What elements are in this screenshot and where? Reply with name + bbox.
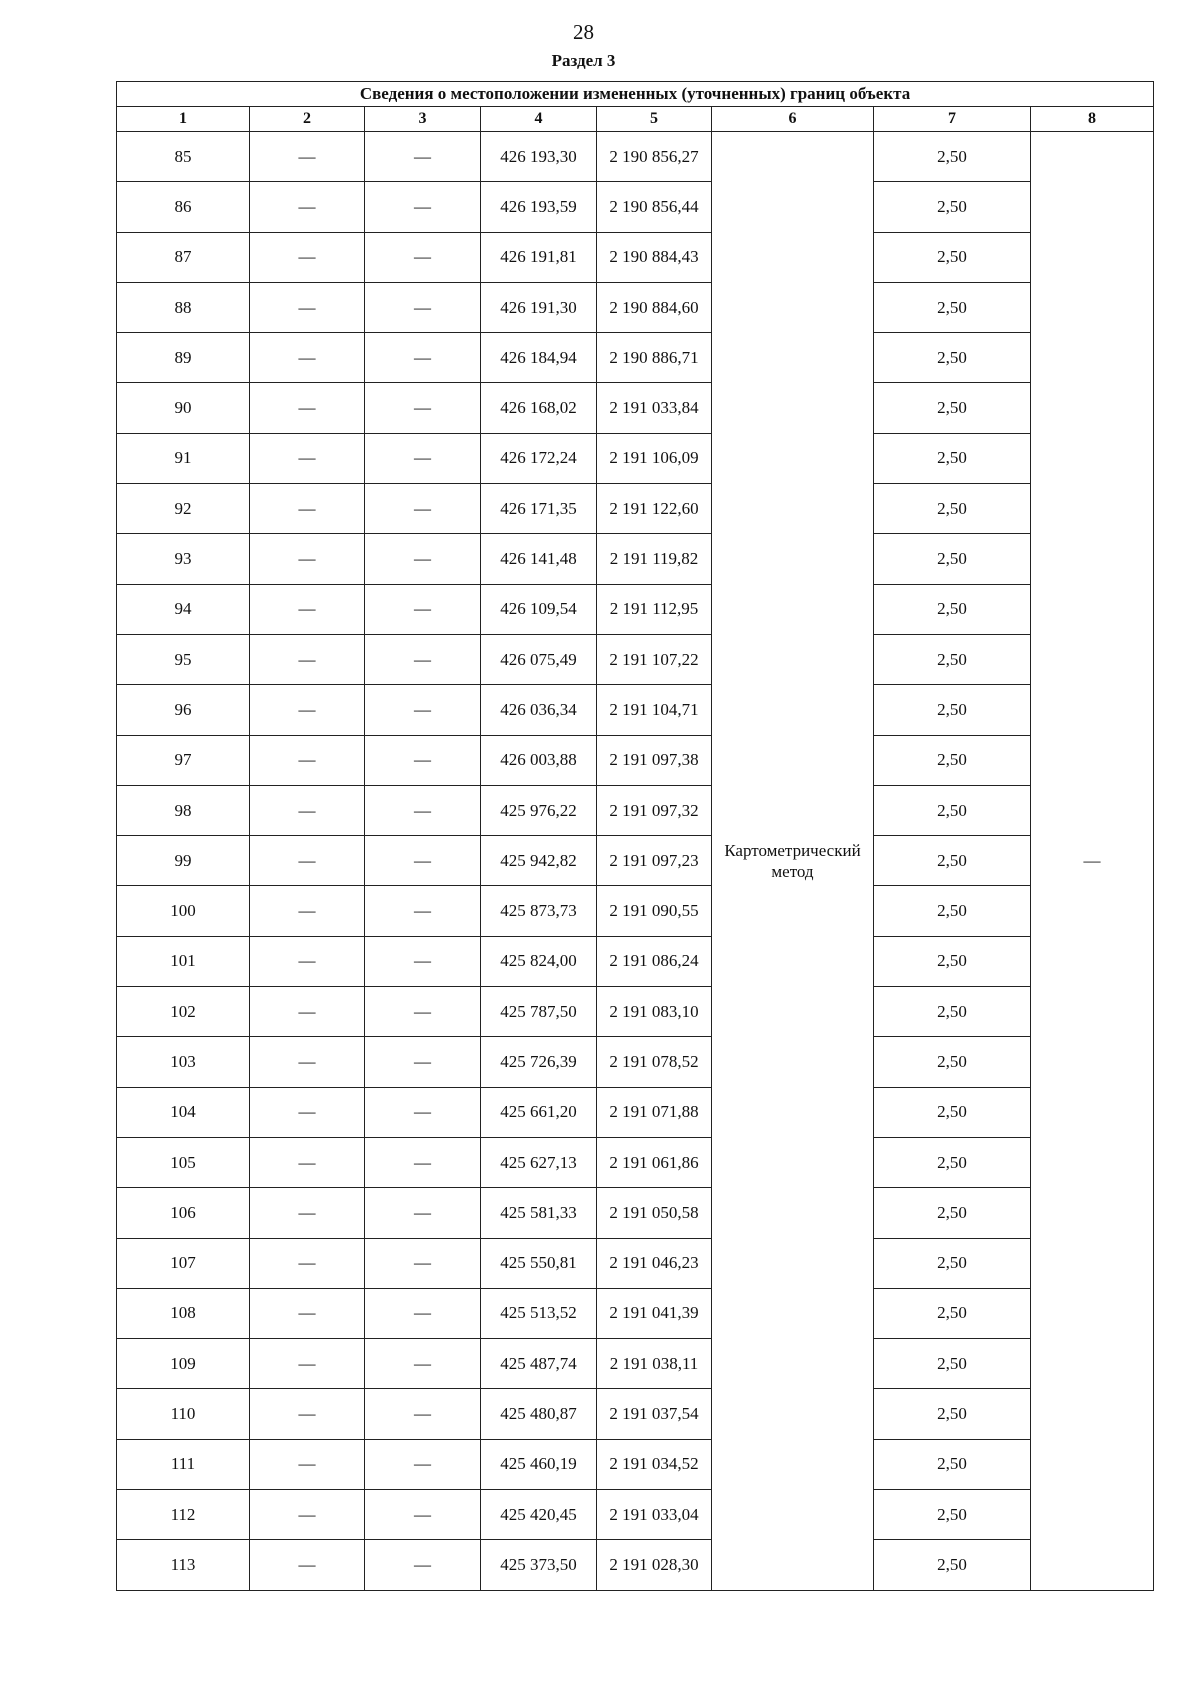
x-coordinate-cell: 425 581,33 (481, 1188, 597, 1238)
column-3-cell: — (365, 1389, 481, 1439)
accuracy-cell: 2,50 (874, 132, 1031, 182)
column-number: 6 (712, 107, 874, 132)
column-2-cell: — (250, 282, 365, 332)
accuracy-cell: 2,50 (874, 886, 1031, 936)
column-2-cell: — (250, 1439, 365, 1489)
point-number-cell: 110 (117, 1389, 250, 1439)
y-coordinate-cell: 2 190 884,60 (597, 282, 712, 332)
column-8-cell: — (1031, 132, 1154, 1591)
column-2-cell: — (250, 383, 365, 433)
point-number-cell: 94 (117, 584, 250, 634)
point-number-cell: 102 (117, 987, 250, 1037)
point-number-cell: 92 (117, 484, 250, 534)
column-3-cell: — (365, 1188, 481, 1238)
accuracy-cell: 2,50 (874, 1188, 1031, 1238)
table-row (117, 333, 1154, 383)
column-3-cell: — (365, 685, 481, 735)
column-number: 1 (117, 107, 250, 132)
y-coordinate-cell: 2 191 028,30 (597, 1540, 712, 1590)
column-3-cell: — (365, 1087, 481, 1137)
y-coordinate-cell: 2 191 041,39 (597, 1288, 712, 1338)
column-2-cell: — (250, 1087, 365, 1137)
column-3-cell: — (365, 634, 481, 684)
point-number-cell: 88 (117, 282, 250, 332)
point-number-cell: 109 (117, 1339, 250, 1389)
table-row (117, 282, 1154, 332)
y-coordinate-cell: 2 191 033,04 (597, 1490, 712, 1540)
column-3-cell: — (365, 1238, 481, 1288)
y-coordinate-cell: 2 191 122,60 (597, 484, 712, 534)
column-number: 8 (1031, 107, 1154, 132)
column-3-cell: — (365, 735, 481, 785)
y-coordinate-cell: 2 191 097,23 (597, 836, 712, 886)
x-coordinate-cell: 426 036,34 (481, 685, 597, 735)
column-3-cell: — (365, 1288, 481, 1338)
column-3-cell: — (365, 836, 481, 886)
y-coordinate-cell: 2 191 034,52 (597, 1439, 712, 1489)
table-row (117, 433, 1154, 483)
column-2-cell: — (250, 1288, 365, 1338)
point-number-cell: 89 (117, 333, 250, 383)
column-3-cell: — (365, 383, 481, 433)
table-row (117, 1540, 1154, 1590)
column-2-cell: — (250, 1037, 365, 1087)
accuracy-cell: 2,50 (874, 182, 1031, 232)
x-coordinate-cell: 426 141,48 (481, 534, 597, 584)
point-number-cell: 97 (117, 735, 250, 785)
column-2-cell: — (250, 987, 365, 1037)
column-number: 7 (874, 107, 1031, 132)
x-coordinate-cell: 426 193,30 (481, 132, 597, 182)
table-row (117, 1188, 1154, 1238)
point-number-cell: 95 (117, 634, 250, 684)
y-coordinate-cell: 2 190 884,43 (597, 232, 712, 282)
accuracy-cell: 2,50 (874, 936, 1031, 986)
table-row (117, 1238, 1154, 1288)
accuracy-cell: 2,50 (874, 1087, 1031, 1137)
table-row (117, 1288, 1154, 1338)
x-coordinate-cell: 425 976,22 (481, 785, 597, 835)
y-coordinate-cell: 2 191 046,23 (597, 1238, 712, 1288)
column-2-cell: — (250, 1339, 365, 1389)
table-row (117, 1389, 1154, 1439)
column-2-cell: — (250, 433, 365, 483)
column-3-cell: — (365, 987, 481, 1037)
x-coordinate-cell: 426 075,49 (481, 634, 597, 684)
point-number-cell: 100 (117, 886, 250, 936)
y-coordinate-cell: 2 191 086,24 (597, 936, 712, 986)
accuracy-cell: 2,50 (874, 484, 1031, 534)
table-row (117, 836, 1154, 886)
column-number: 3 (365, 107, 481, 132)
table-row (117, 1439, 1154, 1489)
y-coordinate-cell: 2 191 119,82 (597, 534, 712, 584)
table-row (117, 1137, 1154, 1187)
point-number-cell: 98 (117, 785, 250, 835)
y-coordinate-cell: 2 191 037,54 (597, 1389, 712, 1439)
y-coordinate-cell: 2 191 107,22 (597, 634, 712, 684)
column-2-cell: — (250, 936, 365, 986)
x-coordinate-cell: 425 420,45 (481, 1490, 597, 1540)
boundary-coordinates-table (116, 81, 1154, 1591)
accuracy-cell: 2,50 (874, 1238, 1031, 1288)
column-3-cell: — (365, 182, 481, 232)
column-number-row (117, 107, 1154, 132)
x-coordinate-cell: 425 487,74 (481, 1339, 597, 1389)
column-3-cell: — (365, 232, 481, 282)
column-3-cell: — (365, 1137, 481, 1187)
y-coordinate-cell: 2 191 050,58 (597, 1188, 712, 1238)
column-3-cell: — (365, 1037, 481, 1087)
accuracy-cell: 2,50 (874, 634, 1031, 684)
x-coordinate-cell: 425 550,81 (481, 1238, 597, 1288)
accuracy-cell: 2,50 (874, 1037, 1031, 1087)
column-2-cell: — (250, 1188, 365, 1238)
point-number-cell: 103 (117, 1037, 250, 1087)
column-2-cell: — (250, 634, 365, 684)
table-row (117, 1339, 1154, 1389)
accuracy-cell: 2,50 (874, 685, 1031, 735)
accuracy-cell: 2,50 (874, 1490, 1031, 1540)
x-coordinate-cell: 425 373,50 (481, 1540, 597, 1590)
column-3-cell: — (365, 484, 481, 534)
x-coordinate-cell: 425 824,00 (481, 936, 597, 986)
table-row (117, 634, 1154, 684)
column-2-cell: — (250, 1540, 365, 1590)
column-2-cell: — (250, 1490, 365, 1540)
y-coordinate-cell: 2 191 112,95 (597, 584, 712, 634)
point-number-cell: 104 (117, 1087, 250, 1137)
point-number-cell: 111 (117, 1439, 250, 1489)
y-coordinate-cell: 2 191 097,32 (597, 785, 712, 835)
accuracy-cell: 2,50 (874, 433, 1031, 483)
x-coordinate-cell: 426 003,88 (481, 735, 597, 785)
point-number-cell: 101 (117, 936, 250, 986)
point-number-cell: 112 (117, 1490, 250, 1540)
point-number-cell: 113 (117, 1540, 250, 1590)
method-cell: Картометрический метод (712, 132, 874, 1591)
table-body (117, 132, 1154, 1591)
y-coordinate-cell: 2 191 104,71 (597, 685, 712, 735)
accuracy-cell: 2,50 (874, 785, 1031, 835)
table-row (117, 383, 1154, 433)
accuracy-cell: 2,50 (874, 1137, 1031, 1187)
table-caption-row (117, 82, 1154, 107)
column-2-cell: — (250, 333, 365, 383)
x-coordinate-cell: 426 109,54 (481, 584, 597, 634)
accuracy-cell: 2,50 (874, 282, 1031, 332)
column-2-cell: — (250, 1389, 365, 1439)
table-row (117, 785, 1154, 835)
x-coordinate-cell: 425 627,13 (481, 1137, 597, 1187)
column-3-cell: — (365, 534, 481, 584)
accuracy-cell: 2,50 (874, 1389, 1031, 1439)
column-2-cell: — (250, 1238, 365, 1288)
accuracy-cell: 2,50 (874, 1540, 1031, 1590)
table-row (117, 534, 1154, 584)
table-row (117, 987, 1154, 1037)
table-row (117, 132, 1154, 182)
y-coordinate-cell: 2 191 033,84 (597, 383, 712, 433)
column-2-cell: — (250, 735, 365, 785)
table-row (117, 1037, 1154, 1087)
point-number-cell: 99 (117, 836, 250, 886)
x-coordinate-cell: 426 171,35 (481, 484, 597, 534)
table-row (117, 685, 1154, 735)
x-coordinate-cell: 425 787,50 (481, 987, 597, 1037)
table-row (117, 1490, 1154, 1540)
x-coordinate-cell: 426 193,59 (481, 182, 597, 232)
table-caption: Сведения о местоположении измененных (уточненных) границ объекта (117, 82, 1154, 107)
y-coordinate-cell: 2 191 097,38 (597, 735, 712, 785)
point-number-cell: 86 (117, 182, 250, 232)
x-coordinate-cell: 425 726,39 (481, 1037, 597, 1087)
column-2-cell: — (250, 232, 365, 282)
point-number-cell: 96 (117, 685, 250, 735)
column-2-cell: — (250, 484, 365, 534)
accuracy-cell: 2,50 (874, 232, 1031, 282)
column-2-cell: — (250, 1137, 365, 1187)
point-number-cell: 91 (117, 433, 250, 483)
x-coordinate-cell: 426 172,24 (481, 433, 597, 483)
point-number-cell: 105 (117, 1137, 250, 1187)
column-3-cell: — (365, 1439, 481, 1489)
accuracy-cell: 2,50 (874, 1339, 1031, 1389)
column-2-cell: — (250, 182, 365, 232)
table-row (117, 886, 1154, 936)
table-row (117, 584, 1154, 634)
column-3-cell: — (365, 785, 481, 835)
column-2-cell: — (250, 534, 365, 584)
y-coordinate-cell: 2 190 856,27 (597, 132, 712, 182)
section-title: Раздел 3 (551, 51, 616, 70)
column-2-cell: — (250, 836, 365, 886)
point-number-cell: 106 (117, 1188, 250, 1238)
y-coordinate-cell: 2 191 090,55 (597, 886, 712, 936)
column-3-cell: — (365, 1490, 481, 1540)
table-row (117, 484, 1154, 534)
x-coordinate-cell: 425 942,82 (481, 836, 597, 886)
column-2-cell: — (250, 584, 365, 634)
column-3-cell: — (365, 886, 481, 936)
accuracy-cell: 2,50 (874, 1288, 1031, 1338)
table-row (117, 182, 1154, 232)
accuracy-cell: 2,50 (874, 1439, 1031, 1489)
x-coordinate-cell: 426 191,81 (481, 232, 597, 282)
column-number: 5 (597, 107, 712, 132)
y-coordinate-cell: 2 191 083,10 (597, 987, 712, 1037)
x-coordinate-cell: 425 460,19 (481, 1439, 597, 1489)
column-2-cell: — (250, 785, 365, 835)
y-coordinate-cell: 2 191 038,11 (597, 1339, 712, 1389)
accuracy-cell: 2,50 (874, 987, 1031, 1037)
column-3-cell: — (365, 1540, 481, 1590)
accuracy-cell: 2,50 (874, 333, 1031, 383)
column-number: 2 (250, 107, 365, 132)
y-coordinate-cell: 2 190 886,71 (597, 333, 712, 383)
column-3-cell: — (365, 433, 481, 483)
point-number-cell: 90 (117, 383, 250, 433)
x-coordinate-cell: 426 191,30 (481, 282, 597, 332)
table-row (117, 1087, 1154, 1137)
column-3-cell: — (365, 936, 481, 986)
x-coordinate-cell: 426 184,94 (481, 333, 597, 383)
x-coordinate-cell: 425 513,52 (481, 1288, 597, 1338)
column-3-cell: — (365, 584, 481, 634)
page-number: 28 (573, 20, 594, 44)
column-2-cell: — (250, 685, 365, 735)
x-coordinate-cell: 425 480,87 (481, 1389, 597, 1439)
accuracy-cell: 2,50 (874, 735, 1031, 785)
column-2-cell: — (250, 132, 365, 182)
column-3-cell: — (365, 132, 481, 182)
point-number-cell: 93 (117, 534, 250, 584)
column-3-cell: — (365, 1339, 481, 1389)
point-number-cell: 107 (117, 1238, 250, 1288)
column-number: 4 (481, 107, 597, 132)
x-coordinate-cell: 426 168,02 (481, 383, 597, 433)
point-number-cell: 85 (117, 132, 250, 182)
accuracy-cell: 2,50 (874, 383, 1031, 433)
column-2-cell: — (250, 886, 365, 936)
y-coordinate-cell: 2 191 071,88 (597, 1087, 712, 1137)
table-row (117, 735, 1154, 785)
table-row (117, 232, 1154, 282)
x-coordinate-cell: 425 661,20 (481, 1087, 597, 1137)
y-coordinate-cell: 2 191 061,86 (597, 1137, 712, 1187)
table-row (117, 936, 1154, 986)
y-coordinate-cell: 2 191 078,52 (597, 1037, 712, 1087)
y-coordinate-cell: 2 191 106,09 (597, 433, 712, 483)
column-3-cell: — (365, 282, 481, 332)
accuracy-cell: 2,50 (874, 534, 1031, 584)
x-coordinate-cell: 425 873,73 (481, 886, 597, 936)
y-coordinate-cell: 2 190 856,44 (597, 182, 712, 232)
point-number-cell: 87 (117, 232, 250, 282)
accuracy-cell: 2,50 (874, 584, 1031, 634)
column-3-cell: — (365, 333, 481, 383)
accuracy-cell: 2,50 (874, 836, 1031, 886)
point-number-cell: 108 (117, 1288, 250, 1338)
